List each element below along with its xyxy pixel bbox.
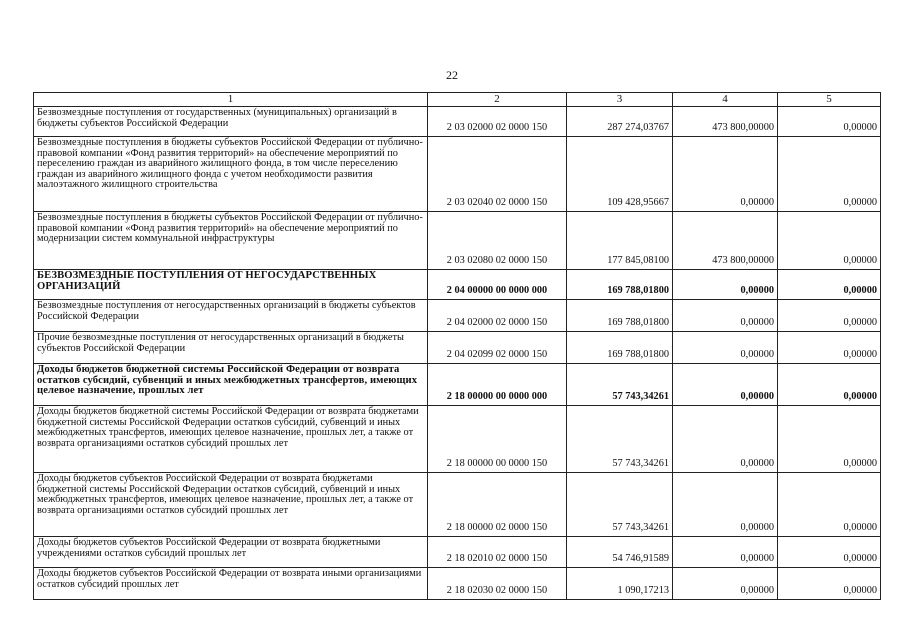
header-col-2: 2 xyxy=(428,93,567,107)
row-code: 2 04 02000 02 0000 150 xyxy=(428,300,567,332)
row-value-col4: 0,00000 xyxy=(673,137,778,212)
row-value-col3: 57 743,34261 xyxy=(567,473,673,537)
table-row xyxy=(34,270,881,300)
row-value-col5: 0,00000 xyxy=(778,568,881,600)
row-value-col5: 0,00000 xyxy=(778,364,881,406)
row-value-col4: 0,00000 xyxy=(673,270,778,300)
row-code: 2 03 02000 02 0000 150 xyxy=(428,107,567,137)
table-row xyxy=(34,473,881,537)
row-value-col3: 57 743,34261 xyxy=(567,406,673,473)
row-value-col5: 0,00000 xyxy=(778,212,881,270)
row-name: Безвозмездные поступления от негосударственных организаций в бюджеты субъектов Российской Федерации xyxy=(34,300,428,332)
row-code: 2 18 02030 02 0000 150 xyxy=(428,568,567,600)
table-row xyxy=(34,137,881,212)
row-code: 2 18 00000 02 0000 150 xyxy=(428,473,567,537)
row-value-col3: 177 845,08100 xyxy=(567,212,673,270)
row-name: БЕЗВОЗМЕЗДНЫЕ ПОСТУПЛЕНИЯ ОТ НЕГОСУДАРСТВЕННЫХ ОРГАНИЗАЦИЙ xyxy=(34,270,428,300)
row-value-col4: 0,00000 xyxy=(673,568,778,600)
table-row xyxy=(34,332,881,364)
row-value-col5: 0,00000 xyxy=(778,137,881,212)
row-value-col3: 54 746,91589 xyxy=(567,537,673,568)
row-value-col5: 0,00000 xyxy=(778,473,881,537)
header-col-5: 5 xyxy=(778,93,881,107)
row-value-col3: 109 428,95667 xyxy=(567,137,673,212)
row-name: Доходы бюджетов бюджетной системы Российской Федерации от возврата остатков субсидий, субвенций и иных межбюджетных трансфертов, имеющих целевое назначение, прошлых лет xyxy=(34,364,428,406)
row-value-col3: 57 743,34261 xyxy=(567,364,673,406)
row-name: Безвозмездные поступления от государственных (муниципальных) организаций в бюджеты субъектов Российской Федерации xyxy=(34,107,428,137)
row-value-col5: 0,00000 xyxy=(778,537,881,568)
table-row xyxy=(34,212,881,270)
page-number: 22 xyxy=(446,68,458,82)
row-value-col4: 0,00000 xyxy=(673,300,778,332)
row-value-col3: 287 274,03767 xyxy=(567,107,673,137)
row-code: 2 04 02099 02 0000 150 xyxy=(428,332,567,364)
header-col-1: 1 xyxy=(34,93,428,107)
table-row xyxy=(34,107,881,137)
row-value-col5: 0,00000 xyxy=(778,406,881,473)
table-row xyxy=(34,537,881,568)
row-code: 2 18 00000 00 0000 000 xyxy=(428,364,567,406)
row-name: Доходы бюджетов субъектов Российской Федерации от возврата иными организациями остатков субсидий прошлых лет xyxy=(34,568,428,600)
header-col-3: 3 xyxy=(567,93,673,107)
row-value-col3: 169 788,01800 xyxy=(567,300,673,332)
row-name: Доходы бюджетов субъектов Российской Федерации от возврата бюджетами бюджетной системы Российской Федерации остатков субсидий, субвенций и иных межбюджетных трансфертов, имеющих целевое назначение, прошлых лет, а также от возврата организациями остатков субсидий прошлых лет xyxy=(34,473,428,537)
row-name: Безвозмездные поступления в бюджеты субъектов Российской Федерации от публично-правовой компании «Фонд развития территорий» на обеспечение мероприятий по модернизации систем коммунальной инфраструктуры xyxy=(34,212,428,270)
row-value-col3: 169 788,01800 xyxy=(567,270,673,300)
row-value-col4: 473 800,00000 xyxy=(673,107,778,137)
row-value-col5: 0,00000 xyxy=(778,107,881,137)
row-value-col4: 0,00000 xyxy=(673,537,778,568)
table-row xyxy=(34,300,881,332)
budget-table xyxy=(33,92,881,600)
row-value-col4: 0,00000 xyxy=(673,406,778,473)
table-row xyxy=(34,568,881,600)
row-value-col5: 0,00000 xyxy=(778,332,881,364)
row-code: 2 03 02040 02 0000 150 xyxy=(428,137,567,212)
row-value-col4: 0,00000 xyxy=(673,332,778,364)
row-name: Безвозмездные поступления в бюджеты субъектов Российской Федерации от публично-правовой компании «Фонд развития территорий» на обеспечение мероприятий по переселению граждан из аварийного жилищного фонда, в том числе переселению граждан из аварийного жилищного фонда с учетом необходимости развития малоэтажного жилищного строительства xyxy=(34,137,428,212)
table-row xyxy=(34,364,881,406)
row-code: 2 04 00000 00 0000 000 xyxy=(428,270,567,300)
row-code: 2 18 02010 02 0000 150 xyxy=(428,537,567,568)
table-row xyxy=(34,406,881,473)
row-code: 2 18 00000 00 0000 150 xyxy=(428,406,567,473)
row-value-col3: 1 090,17213 xyxy=(567,568,673,600)
row-code: 2 03 02080 02 0000 150 xyxy=(428,212,567,270)
header-row xyxy=(34,93,881,107)
row-value-col5: 0,00000 xyxy=(778,270,881,300)
row-value-col5: 0,00000 xyxy=(778,300,881,332)
row-value-col4: 0,00000 xyxy=(673,364,778,406)
row-value-col4: 0,00000 xyxy=(673,473,778,537)
row-name: Доходы бюджетов бюджетной системы Российской Федерации от возврата бюджетами бюджетной системы Российской Федерации остатков субсидий, субвенций и иных межбюджетных трансфертов, имеющих целевое назначение, прошлых лет, а также от возврата организациями остатков субсидий прошлых лет xyxy=(34,406,428,473)
row-value-col4: 473 800,00000 xyxy=(673,212,778,270)
row-name: Прочие безвозмездные поступления от негосударственных организаций в бюджеты субъектов Российской Федерации xyxy=(34,332,428,364)
row-name: Доходы бюджетов субъектов Российской Федерации от возврата бюджетными учреждениями остатков субсидий прошлых лет xyxy=(34,537,428,568)
header-col-4: 4 xyxy=(673,93,778,107)
row-value-col3: 169 788,01800 xyxy=(567,332,673,364)
